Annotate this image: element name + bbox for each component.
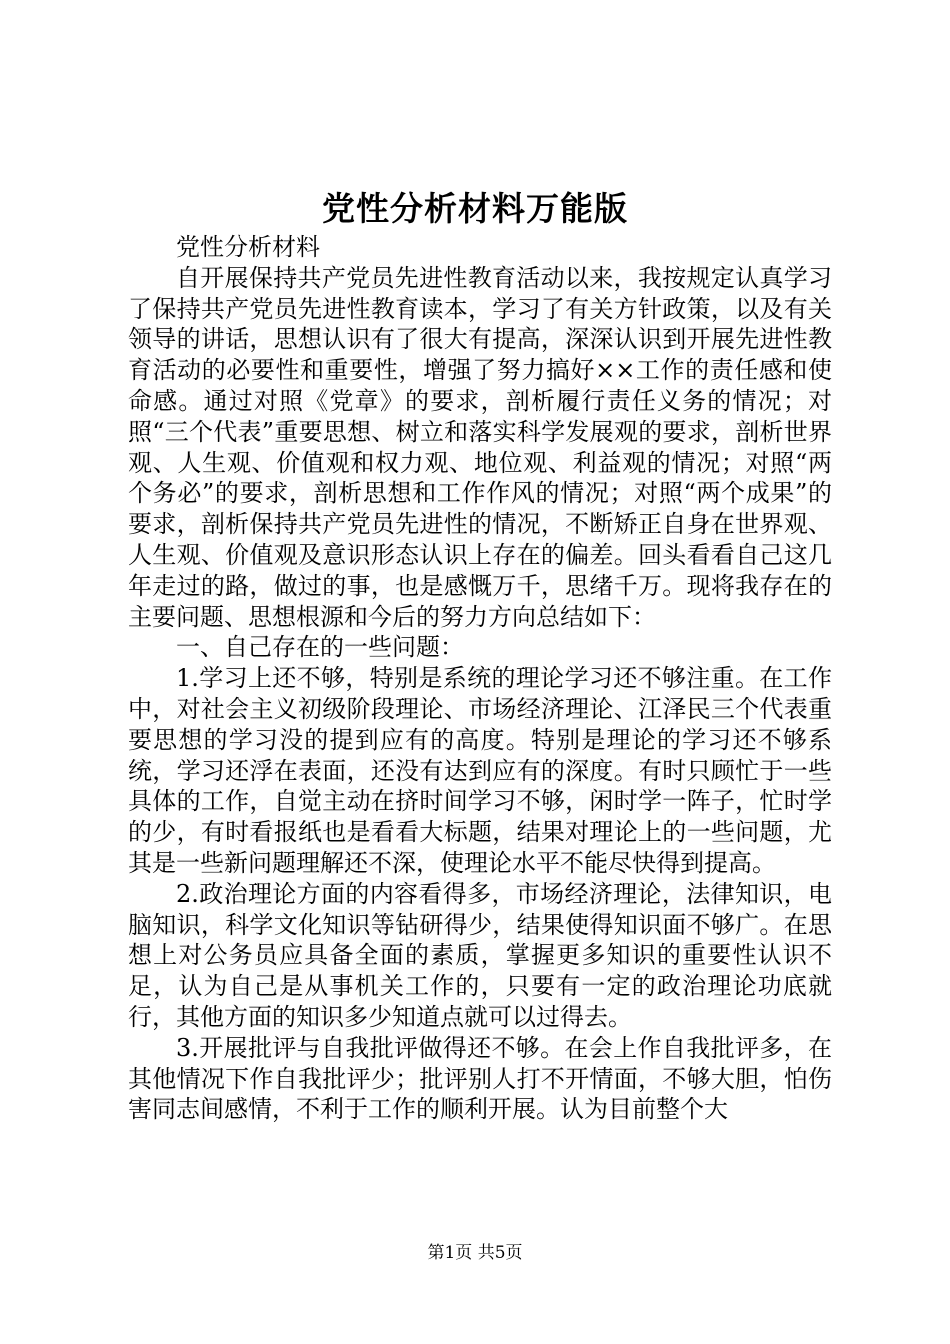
document-body (128, 232, 832, 1125)
document-title: 党性分析材料万能版 (322, 189, 628, 228)
page-number-footer: 第1页 共5页 (427, 1243, 523, 1263)
paragraph-item-3: 3.开展批评与自我批评做得还不够。在会上作自我批评多，在其他情况下作自我批评少；批评别人打不开情面，不够大胆，怕伤害同志间感情，不利于工作的顺利开展。认为目前整个大 (128, 1033, 832, 1124)
section-heading: 一、自己存在的一些问题： (176, 633, 464, 662)
paragraph-intro: 自开展保持共产党员先进性教育活动以来，我按规定认真学习了保持共产党员先进性教育读本，学习了有关方针政策，以及有关领导的讲话，思想认识有了很大有提高，深深认识到开展先进性教育活动的必要性和重要性，增强了努力搞好××工作的责任感和使命感。通过对照《党章》的要求，剖析履行责任义务的情况；对照“三个代表”重要思想、树立和落实科学发展观的要求，剖析世界观、人生观、价值观和权力观、地位观、利益观的情况；对照“两个务必”的要求，剖析思想和工作作风的情况；对照“两个成果”的要求，剖析保持共产党员先进性的情况，不断矫正自身在世界观、人生观、价值观及意识形态认识上存在的偏差。回头看看自己这几年走过的路，做过的事，也是感慨万千，思绪千万。现将我存在的主要问题、思想根源和今后的努力方向总结如下： (128, 263, 832, 631)
paragraph-subtitle: 党性分析材料 (176, 233, 320, 261)
paragraph-item-2: 2.政治理论方面的内容看得多，市场经济理论，法律知识，电脑知识，科学文化知识等钻研得少，结果使得知识面不够广。在思想上对公务员应具备全面的素质，掌握更多知识的重要性认识不足，认为自己是从事机关工作的，只要有一定的政治理论功底就行，其他方面的知识多少知道点就可以过得去。 (128, 879, 832, 1031)
paragraph-item-1: 1.学习上还不够，特别是系统的理论学习还不够注重。在工作中，对社会主义初级阶段理论、市场经济理论、江泽民三个代表重要思想的学习没的提到应有的高度。特别是理论的学习还不够系统，学习还浮在表面，还没有达到应有的深度。有时只顾忙于一些具体的工作，自觉主动在挤时间学习不够，闲时学一阵子，忙时学的少，有时看报纸也是看看大标题，结果对理论上的一些问题，尤其是一些新问题理解还不深，使理论水平不能尽快得到提高。 (128, 664, 832, 877)
